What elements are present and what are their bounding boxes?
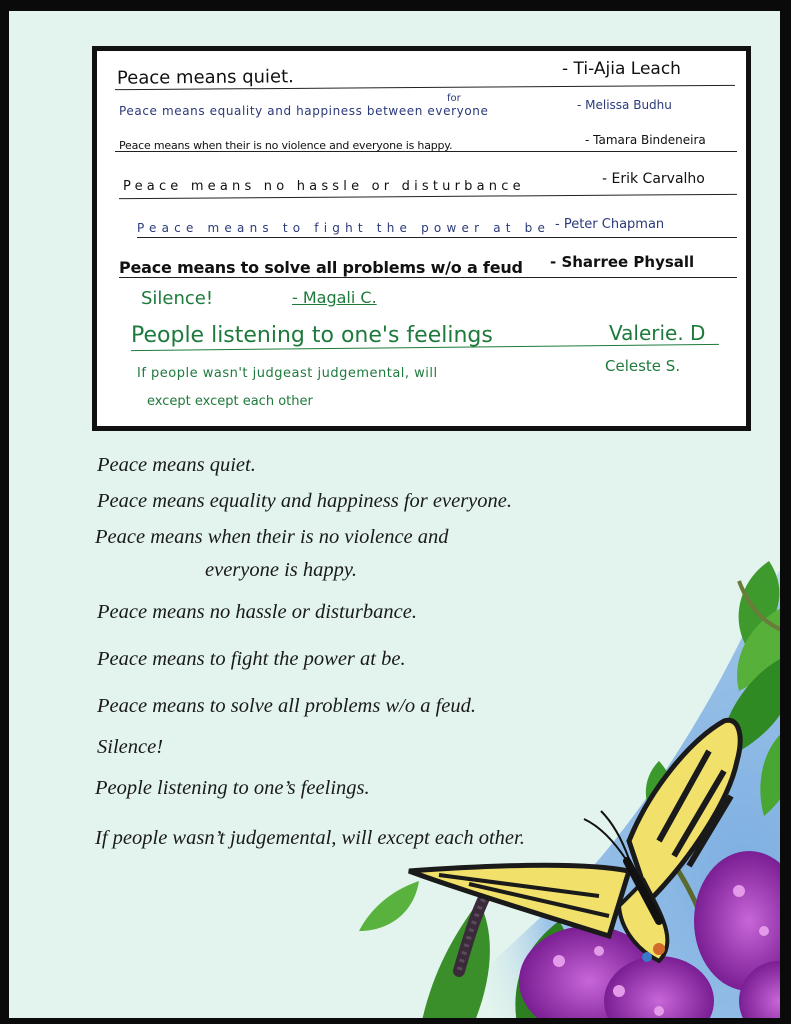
hw-line-6-text: Peace means to solve all problems w/o a feud <box>119 258 523 277</box>
hw-line-8-text: People listening to one's feelings <box>131 323 493 348</box>
hw-line-9-text: If people wasn't judgeast judgemental, will <box>137 366 438 381</box>
butterfly-flower-photo <box>359 541 791 1024</box>
hw-line-3-author: - Tamara Bindeneira <box>585 133 706 147</box>
hw-line-2-author: - Melissa Budhu <box>577 98 672 112</box>
hw-rule-4 <box>119 194 737 199</box>
hw-line-1-text: Peace means quiet. <box>116 66 294 89</box>
hw-rule-3 <box>115 151 737 152</box>
hw-line-9-author: Celeste S. <box>605 357 681 375</box>
hw-rule-5 <box>137 237 737 238</box>
typed-line-5: Peace means to fight the power at be. <box>97 648 406 670</box>
typed-line-8: People listening to one’s feelings. <box>95 777 370 799</box>
handwritten-sheet <box>92 46 751 431</box>
typed-line-2: Peace means equality and happiness for everyone. <box>97 490 513 512</box>
typed-line-6: Peace means to solve all problems w/o a feud. <box>97 695 476 717</box>
hw-line-2-text: Peace means equality and happiness between everyone <box>119 104 489 118</box>
hw-line-1-author: - Ti-Ajia Leach <box>562 59 681 79</box>
hw-line-3-text: Peace means when their is no violence and everyone is happy. <box>119 139 453 152</box>
hw-line-7-text: Silence! <box>141 288 214 309</box>
hw-line-4-author: - Erik Carvalho <box>602 171 705 187</box>
typed-line-1: Peace means quiet. <box>97 454 256 476</box>
hw-line-6-author: - Sharree Physall <box>550 253 695 271</box>
typed-line-3b: everyone is happy. <box>205 559 357 581</box>
hw-line-5-author: - Peter Chapman <box>555 217 665 232</box>
typed-line-9: If people wasn’t judgemental, will except each other. <box>95 827 525 849</box>
hw-rule-6 <box>119 277 737 278</box>
hw-line-5-text: Peace means to fight the power at be <box>137 221 551 235</box>
typed-line-4: Peace means no hassle or disturbance. <box>97 601 417 623</box>
typed-line-3: Peace means when their is no violence and <box>95 526 449 548</box>
hw-line-7-author: - Magali C. <box>292 288 377 307</box>
hw-line-4-text: Peace means no hassle or disturbance <box>123 179 525 194</box>
typed-line-7: Silence! <box>97 736 164 758</box>
hw-line-8-author: Valerie. D <box>609 321 706 345</box>
hw-line-9-text-2: except except each other <box>147 394 313 409</box>
hw-line-2-insert: for <box>447 93 461 104</box>
